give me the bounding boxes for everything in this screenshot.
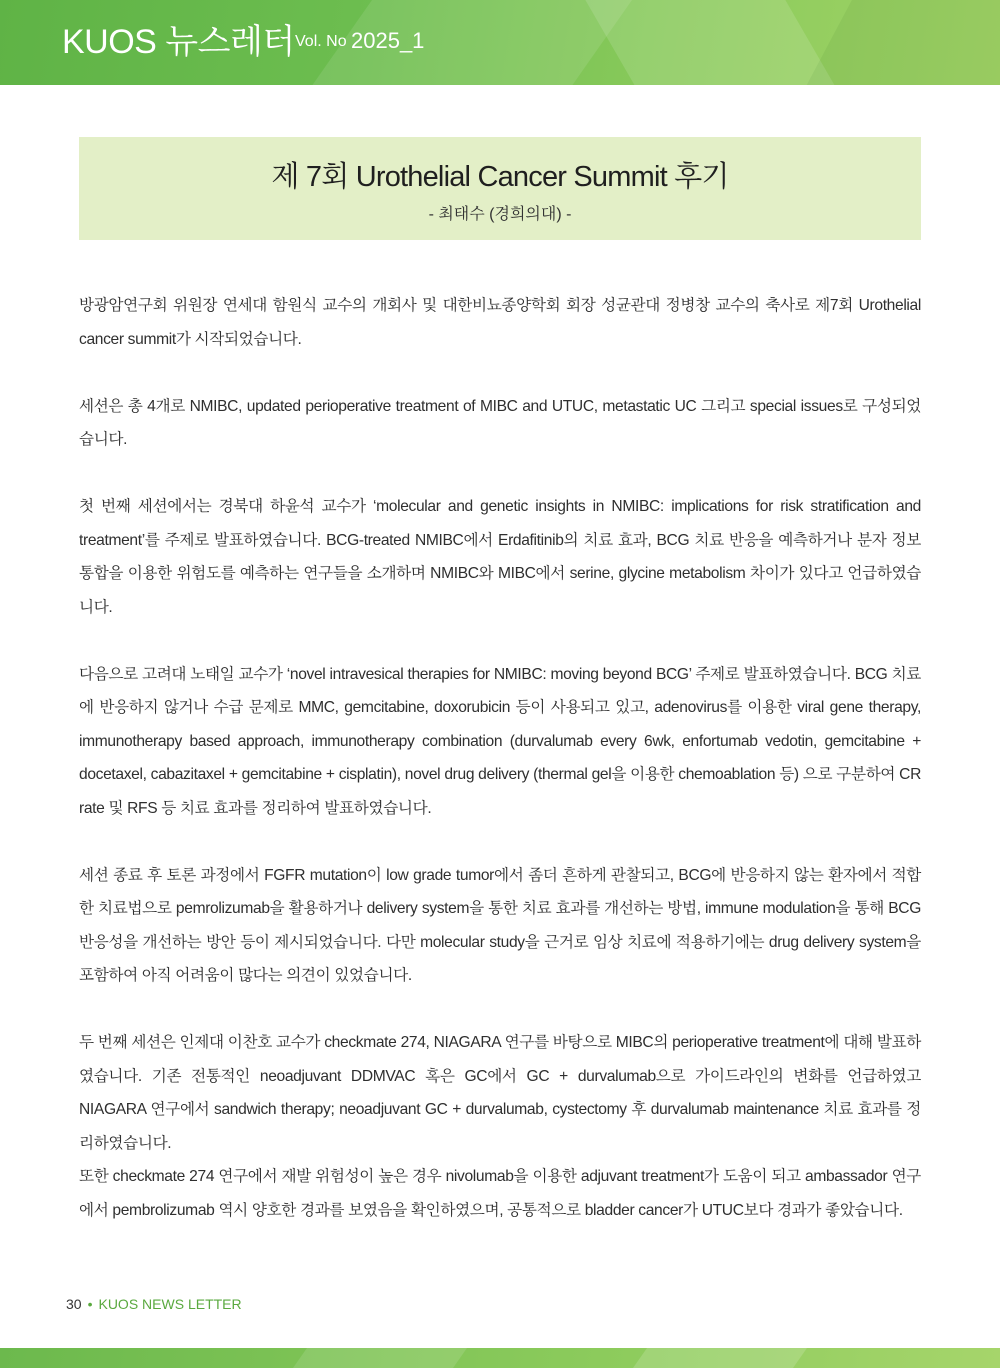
page-footer: [66, 1296, 242, 1312]
paragraph: 세션은 총 4개로 NMIBC, updated perioperative treatment of MIBC and UTUC, metastatic UC 그리고 special issues로 구성되었습니다.: [79, 397, 921, 448]
footer-bullet: •: [87, 1296, 93, 1312]
footer-label: KUOS NEWS LETTER: [98, 1296, 242, 1312]
volume-label: Vol. No: [295, 33, 347, 50]
footer-bar: [0, 1348, 1000, 1368]
newsletter-title: KUOS 뉴스레터: [62, 23, 295, 61]
paragraph: 방광암연구회 위원장 연세대 함원식 교수의 개회사 및 대한비뇨종양학회 회장 성균관대 정병창 교수의 축사로 제7회 Urothelial cancer summit가 시작되었습니다.: [79, 297, 921, 348]
page-number: 30: [66, 1296, 82, 1312]
article-title-box: [79, 137, 921, 240]
paragraph: 세션 종료 후 토론 과정에서 FGFR mutation이 low grade tumor에서 좀더 흔하게 관찰되고, BCG에 반응하지 않는 환자에서 적합한 치료법으로 pemrolizumab을 활용하거나 delivery system을 통한 치료 효과를 개선하는 방법, immune modulation을 통해 BCG 반응성을 개선하는 방안 등이 제시되었습니다. 다만 molecular study을 근거로 임상 치료에 적용하기에는 drug delivery system을 포함하여 아직 어려움이 많다는 의견이 있었습니다.: [79, 866, 921, 984]
footer-decoration: [626, 1348, 814, 1368]
article-body: [79, 289, 921, 1227]
header-banner: [0, 0, 1000, 85]
paragraph: 두 번째 세션은 인제대 이찬호 교수가 checkmate 274, NIAGARA 연구를 바탕으로 MIBC의 perioperative treatment에 대해 발표하였습니다. 기존 전통적인 neoadjuvant DDMVAC 혹은 GC에서 GC + durvalumab으로 가이드라인의 변화를 언급하였고 NIAGARA 연구에서 sandwich therapy; neoadjuvant GC + durvalumab, cystectomy 후 durvalumab maintenance 치료 효과를 정리하였습니다.: [79, 1034, 921, 1152]
article-author: - 최태수 (경희의대) -: [428, 206, 572, 223]
paragraph: 다음으로 고려대 노태일 교수가 ‘novel intravesical therapies for NMIBC: moving beyond BCG’ 주제로 발표하였습니다. BCG 치료에 반응하지 않거나 수급 문제로 MMC, gemcitabine, doxorubicin 등이 사용되고 있고, adenovirus를 이용한 viral gene therapy, immunotherapy based approach, immunotherapy combination (durvalumab every 6wk, enfortumab vedotin, gemcitabine + docetaxel, cabazitaxel + gemcitabine + cisplatin), novel drug delivery (thermal gel을 이용한 chemoablation 등) 으로 구분하여 CR rate 및 RFS 등 치료 효과를 정리하여 발표하였습니다.: [79, 665, 921, 817]
footer-decoration: [286, 1348, 474, 1368]
paragraph: 또한 checkmate 274 연구에서 재발 위험성이 높은 경우 nivolumab을 이용한 adjuvant treatment가 도움이 되고 ambassador 연구에서 pembrolizumab 역시 양호한 경과를 보였음을 확인하였으며, 공통적으로 bladder cancer가 UTUC보다 경과가 좋았습니다.: [79, 1168, 921, 1219]
article-title: 제 7회 Urothelial Cancer Summit 후기: [271, 161, 729, 193]
paragraph: 첫 번째 세션에서는 경북대 하윤석 교수가 ‘molecular and genetic insights in NMIBC: implications for risk stratification and treatment’를 주제로 발표하였습니다. BCG-treated NMIBC에서 Erdafitinib의 치료 효과, BCG 치료 반응을 예측하거나 분자 정보 통합을 이용한 위험도를 예측하는 연구들을 소개하며 NMIBC와 MIBC에서 serine, glycine metabolism 차이가 있다고 언급하였습니다.: [79, 498, 921, 616]
volume-number: 2025_1: [351, 28, 425, 53]
